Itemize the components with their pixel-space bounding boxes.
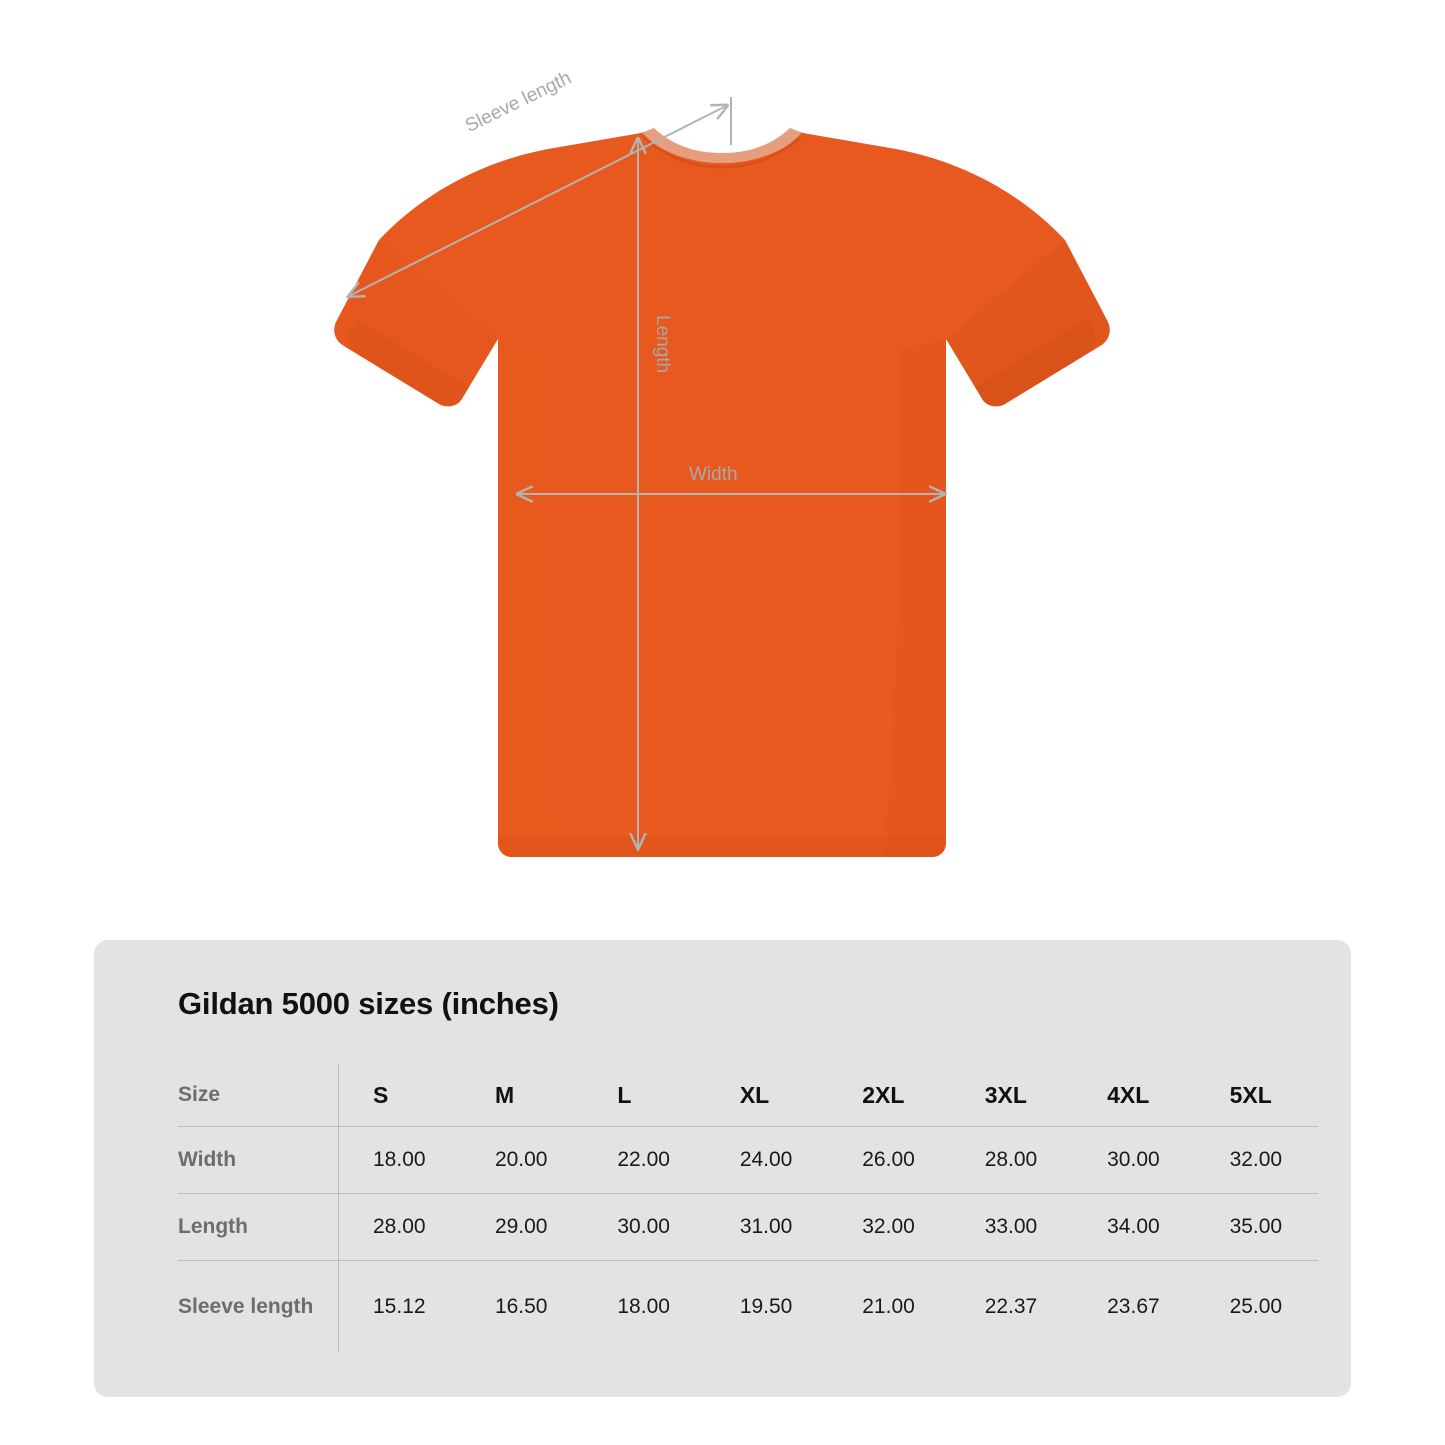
header-size-5xl: 5XL <box>1196 1064 1318 1127</box>
sleeve-3xl: 22.37 <box>984 1295 1038 1318</box>
width-5xl: 32.00 <box>1196 1127 1318 1194</box>
length-2xl: 32.00 <box>828 1194 950 1261</box>
row-label-length: Length <box>178 1194 339 1261</box>
width-4xl: 30.00 <box>1073 1127 1195 1194</box>
header-size-s: S <box>339 1064 461 1127</box>
width-xl: 24.00 <box>706 1127 828 1194</box>
sleeve-4xl: 23.67 <box>1107 1295 1160 1318</box>
length-4xl: 34.00 <box>1073 1194 1195 1261</box>
header-size-xl: XL <box>706 1064 828 1127</box>
sleeve-length-label: Sleeve length <box>462 67 575 137</box>
header-size-l: L <box>583 1064 705 1127</box>
sleeve-s: 15.12 <box>373 1295 426 1318</box>
header-size-3xl: 3XL <box>951 1064 1073 1127</box>
sleeve-l: 18.00 <box>617 1295 670 1318</box>
table-row-sleeve-length <box>178 1261 1318 1354</box>
row-label-width: Width <box>178 1127 339 1194</box>
length-l: 30.00 <box>583 1194 705 1261</box>
length-3xl: 33.00 <box>951 1194 1073 1261</box>
sleeve-xl: 19.50 <box>739 1295 793 1318</box>
width-label: Width <box>689 464 738 485</box>
header-size-4xl: 4XL <box>1073 1064 1195 1127</box>
width-3xl: 28.00 <box>951 1127 1073 1194</box>
length-5xl: 35.00 <box>1196 1194 1318 1261</box>
width-m: 20.00 <box>461 1127 583 1194</box>
sleeve-m: 16.50 <box>494 1295 548 1318</box>
width-l: 22.00 <box>583 1127 705 1194</box>
length-label: Length <box>652 315 673 374</box>
header-size-m: M <box>461 1064 583 1127</box>
width-s: 18.00 <box>339 1127 461 1194</box>
row-label-sleeve-length: Sleeve length <box>178 1261 339 1354</box>
table-row-length <box>178 1194 1318 1261</box>
length-xl: 31.00 <box>706 1194 828 1261</box>
header-size-2xl: 2XL <box>828 1064 950 1127</box>
table-header-row <box>178 1064 1318 1127</box>
tshirt-shape <box>334 128 1109 857</box>
size-chart-table <box>178 1064 1318 1353</box>
length-s: 28.00 <box>339 1194 461 1261</box>
size-chart-title: Gildan 5000 sizes (inches) <box>178 986 559 1021</box>
header-size: Size <box>178 1064 339 1127</box>
table-row-width <box>178 1127 1318 1194</box>
width-2xl: 26.00 <box>828 1127 950 1194</box>
size-chart-card <box>94 940 1351 1397</box>
length-m: 29.00 <box>461 1194 583 1261</box>
sleeve-2xl: 21.00 <box>862 1295 915 1318</box>
sleeve-5xl: 25.00 <box>1229 1295 1283 1318</box>
